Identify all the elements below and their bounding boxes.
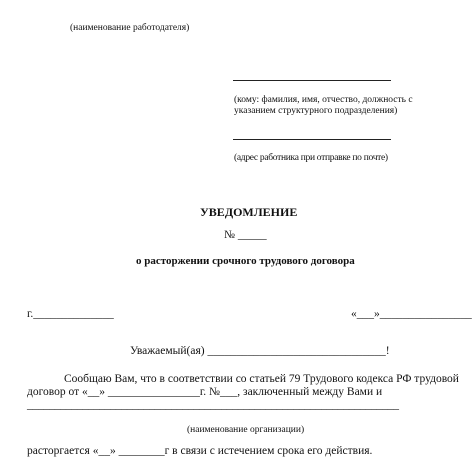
recipient-caption-line1: (кому: фамилия, имя, отчество, должность с xyxy=(234,95,413,105)
recipient-name-line xyxy=(233,80,391,81)
document-number: № _____ xyxy=(224,229,267,241)
document-title: УВЕДОМЛЕНИЕ xyxy=(200,205,298,219)
recipient-caption-line2: указанием структурного подразделения) xyxy=(234,106,398,116)
address-line xyxy=(233,139,391,140)
body-line-3: ___________________________________________________________________ xyxy=(27,399,399,411)
body-line-4: расторгается «__» ________г в связи с истечением срока его действия. xyxy=(27,445,373,457)
city-field: г.______________ xyxy=(27,308,114,320)
salutation: Уважаемый(ая) _______________________________! xyxy=(130,345,390,357)
date-field: «___»________________ xyxy=(351,308,472,320)
employer-caption: (наименование работодателя) xyxy=(70,23,190,33)
organization-caption: (наименование организации) xyxy=(187,425,305,435)
address-caption: (адрес работника при отправке по почте) xyxy=(234,153,388,163)
document-subtitle: о расторжении срочного трудового договора xyxy=(136,255,355,267)
body-line-2: договор от «__» ________________г. №___, заключенный между Вами и xyxy=(27,386,383,398)
body-line-1: Сообщаю Вам, что в соответствии со статьей 79 Трудового кодекса РФ трудовой xyxy=(64,373,459,385)
